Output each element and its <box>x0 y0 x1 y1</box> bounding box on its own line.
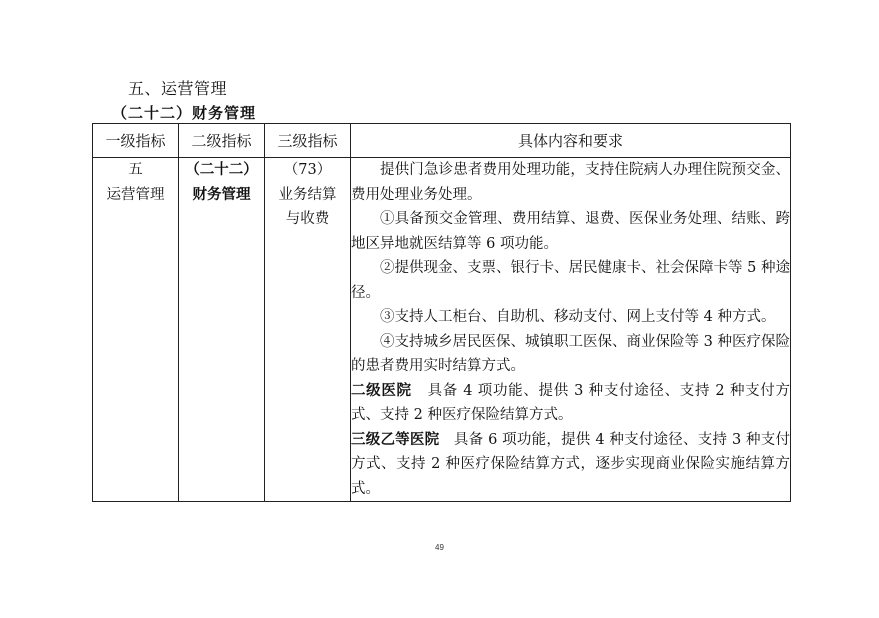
level1-name: 运营管理 <box>106 186 165 203</box>
content-secondary-hospital <box>351 379 790 428</box>
content-item-1: ①具备预交金管理、费用结算、退费、医保业务处理、结账、跨地区异地就医结算等 6 项功能。 <box>351 211 790 252</box>
header-level1: 一级指标 <box>93 124 179 158</box>
level3-number: （73） <box>283 162 332 178</box>
page-number: 49 <box>435 543 444 552</box>
content-item-3: ③支持人工柜台、自助机、移动支付、网上支付等 4 种方式。 <box>380 309 776 325</box>
cell-level3 <box>265 158 351 502</box>
header-level3: 三级指标 <box>265 124 351 158</box>
content-tertiary-hospital <box>351 428 790 502</box>
content-item-2: ②提供现金、支票、银行卡、居民健康卡、社会保障卡等 5 种途径。 <box>351 260 790 301</box>
cell-content <box>351 158 791 502</box>
tertiary-hospital-label: 三级乙等医院 <box>351 430 440 448</box>
header-level2: 二级指标 <box>179 124 265 158</box>
table-row <box>93 158 791 502</box>
level2-number: （二十二） <box>185 161 258 178</box>
level2-name: 财务管理 <box>192 185 251 203</box>
cell-level2 <box>179 158 265 502</box>
content-item-4: ④支持城乡居民医保、城镇职工医保、商业保险等 3 种医疗保险的患者费用实时结算方式。 <box>351 333 790 374</box>
level1-number: 五 <box>128 162 143 178</box>
level3-name-line2: 与收费 <box>285 211 330 227</box>
cell-level1 <box>93 158 179 502</box>
tertiary-hospital-text: 具备 6 项功能，提供 4 种支付途径、支持 3 种支付方式、支持 2 种医疗保险结算方式，逐步实现商业保险实施结算方式。 <box>351 431 791 497</box>
section-title: 五、运营管理 <box>128 79 228 98</box>
secondary-hospital-label: 二级医院 <box>351 381 412 399</box>
content-intro: 提供门急诊患者费用处理功能，支持住院病人办理住院预交金、费用处理业务处理。 <box>351 162 790 203</box>
header-content: 具体内容和要求 <box>351 124 791 158</box>
table-header-row <box>93 124 791 158</box>
level3-name-line1: 业务结算 <box>278 186 337 203</box>
secondary-hospital-text: 具备 4 项功能、提供 3 种支付途径、支持 2 种支付方式、支持 2 种医疗保险结算方式。 <box>351 382 790 423</box>
indicator-table <box>92 123 791 502</box>
sub-section-title: （二十二）财务管理 <box>112 104 257 122</box>
